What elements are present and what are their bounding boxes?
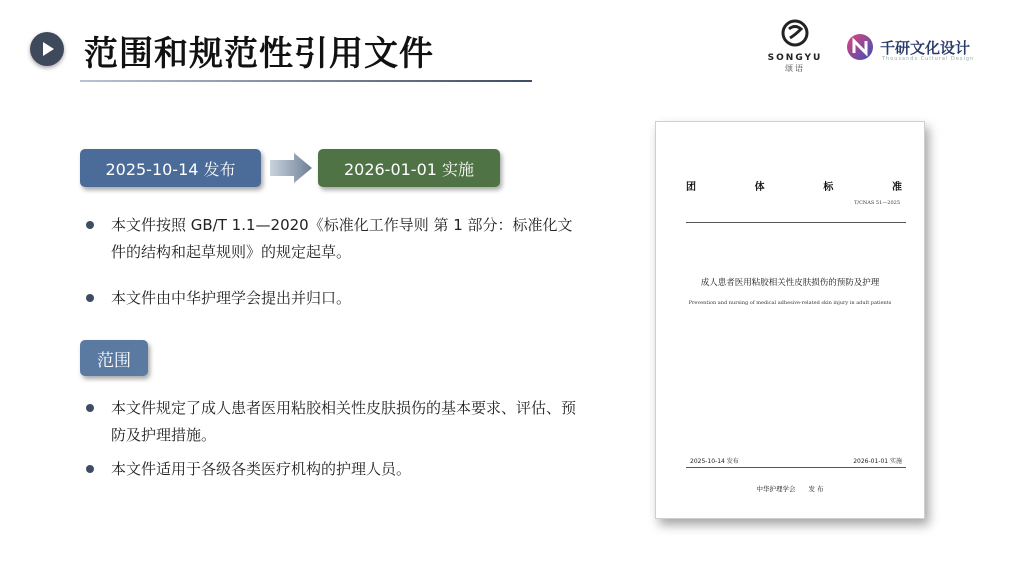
document-title-cn: 成人患者医用粘胶相关性皮肤损伤的预防及护理 <box>700 278 880 288</box>
bullet-text: 本文件由中华护理学会提出并归口。 <box>111 289 352 307</box>
page-title: 范围和规范性引用文件 <box>84 34 434 74</box>
document-title-en: Prevention and nursing of medical adhesive-related skin injury in adult patients <box>688 300 892 306</box>
qianyan-logo-icon <box>846 33 874 61</box>
songyu-logo-icon <box>780 18 810 48</box>
document-code: T/CNAS 51—2025 <box>854 200 900 206</box>
document-issuer: 中华护理学会 发 布 <box>756 485 824 493</box>
list-item <box>86 212 586 266</box>
list-item <box>86 456 586 483</box>
songyu-logo-text: SONGYU <box>767 53 823 63</box>
document-implement-date: 2026-01-01 实施 <box>853 458 902 465</box>
document-heading-char: 体 <box>754 182 765 193</box>
title-underline <box>80 80 532 82</box>
document-heading-char: 准 <box>891 182 902 193</box>
qianyan-logo-subtext: Thousands Cultural Design <box>882 56 975 62</box>
qianyan-logo-text: 千研文化设计 <box>880 38 971 57</box>
document-divider <box>686 467 906 468</box>
bullet-text: 本文件规定了成人患者医用粘胶相关性皮肤损伤的基本要求、评估、预防及护理措施。 <box>111 399 577 444</box>
bullet-dot <box>86 221 94 229</box>
standard-document-cover <box>655 121 925 519</box>
document-divider <box>686 222 906 223</box>
bullet-text: 本文件适用于各级各类医疗机构的护理人员。 <box>111 460 412 478</box>
bullet-dot <box>86 294 94 302</box>
songyu-logo-cn: 颂语 <box>785 64 805 73</box>
bullet-dot <box>86 465 94 473</box>
list-item <box>86 285 586 312</box>
play-icon <box>30 32 64 66</box>
scope-heading-badge: 范围 <box>80 340 148 376</box>
bullet-dot <box>86 404 94 412</box>
qianyan-logo <box>846 32 975 62</box>
list-item <box>86 395 586 449</box>
document-heading-char: 团 <box>686 182 696 193</box>
songyu-logo <box>760 18 830 74</box>
document-heading <box>686 178 902 193</box>
publish-date-badge: 2025-10-14 发布 <box>80 149 261 187</box>
arrow-right-icon <box>268 151 314 185</box>
document-publish-date: 2025-10-14 发布 <box>690 458 739 465</box>
implement-date-badge: 2026-01-01 实施 <box>318 149 500 187</box>
bullet-text: 本文件按照 GB/T 1.1—2020《标准化工作导则 第 1 部分：标准化文件的结构和起草规则》的规定起草。 <box>111 216 573 261</box>
document-heading-char: 标 <box>823 182 834 193</box>
